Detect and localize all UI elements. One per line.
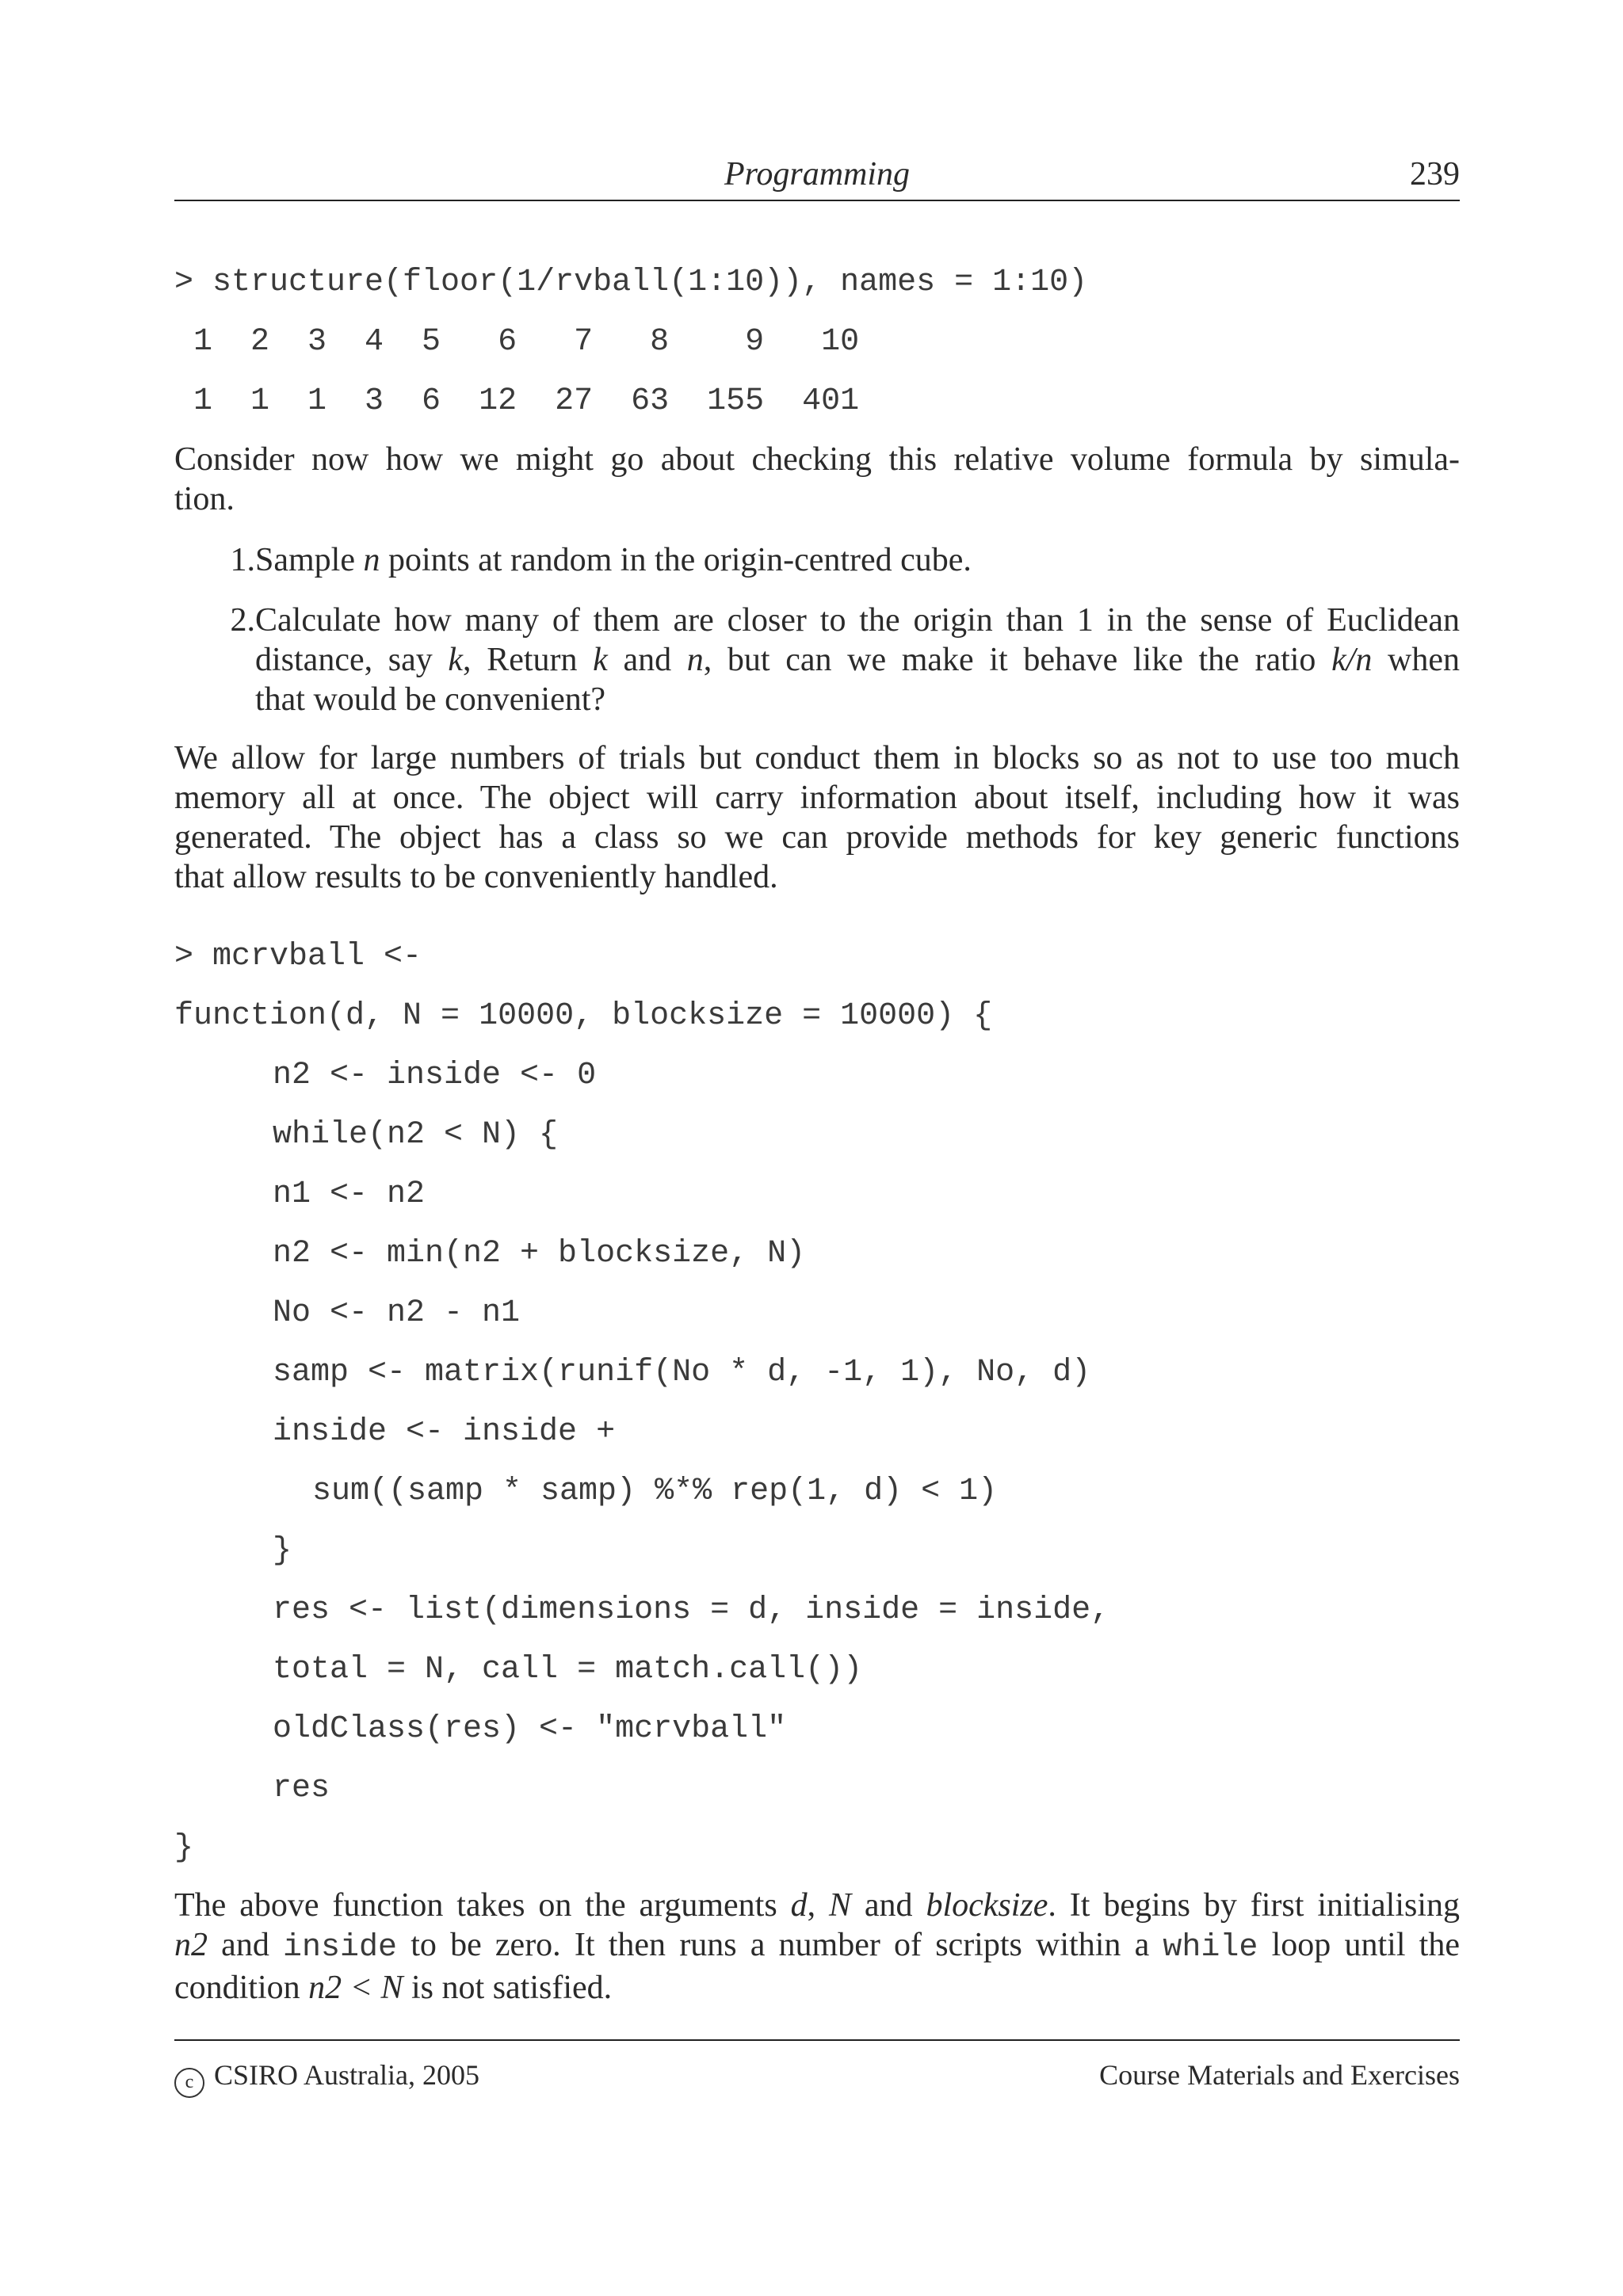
paragraph-line: memory all at once. The object will carry information about itself, including how it was bbox=[174, 780, 1460, 816]
list-number: 1. bbox=[230, 542, 255, 578]
code-line: n2 <- min(n2 + blocksize, N) bbox=[273, 1236, 806, 1272]
text: distance, say bbox=[255, 642, 449, 678]
code-line: sum((samp * samp) %*% rep(1, d) < 1) bbox=[312, 1474, 998, 1509]
text: , bbox=[807, 1887, 829, 1924]
paragraph-line: generated. The object has a class so we can provide methods for key generic functions bbox=[174, 819, 1460, 856]
code-line: inside <- inside + bbox=[273, 1414, 616, 1450]
footer-left-text: CSIRO Australia, 2005 bbox=[214, 2059, 480, 2091]
list-item bbox=[174, 540, 1460, 580]
paragraph-blocks bbox=[174, 738, 1460, 897]
code-line: oldClass(res) <- "mcrvball" bbox=[273, 1711, 787, 1747]
code-line: n2 <- inside <- 0 bbox=[273, 1058, 597, 1093]
text: . It begins by first initialising bbox=[1048, 1887, 1460, 1924]
code-line: No <- n2 - n1 bbox=[273, 1295, 521, 1331]
paragraph-line bbox=[174, 1968, 1460, 2008]
text: condition bbox=[174, 1970, 309, 2006]
inline-code: inside bbox=[283, 1930, 398, 1966]
math-var: n bbox=[363, 542, 380, 578]
code-line: samp <- matrix(runif(No * d, -1, 1), No, d) bbox=[273, 1355, 1091, 1390]
text: when bbox=[1372, 642, 1461, 678]
code-line: } bbox=[273, 1533, 292, 1569]
text: and bbox=[851, 1887, 926, 1924]
text: loop until the bbox=[1258, 1927, 1460, 1963]
code-line: n1 <- n2 bbox=[273, 1177, 426, 1212]
math-var: d bbox=[790, 1887, 808, 1924]
math-var: N bbox=[829, 1887, 852, 1924]
text: is not satisfied. bbox=[403, 1970, 613, 2006]
code-line: while(n2 < N) { bbox=[273, 1117, 559, 1153]
text: and bbox=[607, 642, 687, 678]
text: Sample bbox=[255, 542, 364, 578]
text-line bbox=[255, 640, 1460, 680]
paragraph-simulation-intro bbox=[174, 440, 1460, 519]
footer-right-text: Course Materials and Exercises bbox=[1099, 2059, 1460, 2091]
page-number: 239 bbox=[1410, 156, 1460, 193]
output-values-row: 1 1 1 3 6 12 27 63 155 401 bbox=[174, 383, 860, 419]
math-var: k bbox=[593, 642, 608, 678]
math-var: k/n bbox=[1331, 642, 1373, 678]
text: , Return bbox=[463, 642, 594, 678]
text: points at random in the origin-centred cube. bbox=[380, 542, 972, 578]
text: The above function takes on the arguments bbox=[174, 1887, 791, 1924]
code-line: res bbox=[273, 1771, 330, 1806]
math-var: n2 bbox=[174, 1927, 208, 1963]
list-number: 2. bbox=[230, 602, 255, 639]
math-expression: n2 < N bbox=[308, 1970, 403, 2006]
inline-code: while bbox=[1163, 1930, 1258, 1966]
list-text bbox=[255, 601, 1460, 719]
paragraph-line bbox=[174, 1925, 1460, 1968]
chapter-title: Programming bbox=[724, 156, 911, 193]
code-line: > mcrvball <- bbox=[174, 939, 422, 974]
code-line: function(d, N = 10000, blocksize = 10000) { bbox=[174, 998, 993, 1034]
text: , but can we make it behave like the ratio bbox=[703, 642, 1332, 678]
math-var: k bbox=[448, 642, 464, 678]
page-footer bbox=[174, 2039, 1460, 2092]
list-item bbox=[174, 601, 1460, 719]
document-page bbox=[174, 0, 1460, 2296]
paragraph-function-description bbox=[174, 1886, 1460, 2008]
code-line-structure: > structure(floor(1/rvball(1:10)), names = 1:10) bbox=[174, 265, 1088, 300]
output-names-row: 1 2 3 4 5 6 7 8 9 10 bbox=[174, 324, 860, 360]
code-line: total = N, call = match.call()) bbox=[273, 1652, 863, 1688]
running-header bbox=[174, 155, 1460, 201]
code-line: res <- list(dimensions = d, inside = inside, bbox=[273, 1592, 1110, 1628]
paragraph-line: Consider now how we might go about checking this relative volume formula by simula- bbox=[174, 441, 1460, 478]
copyright-icon: c bbox=[174, 2068, 204, 2098]
math-var: n bbox=[686, 642, 704, 678]
paragraph-line bbox=[174, 1886, 1460, 1925]
text: to be zero. It then runs a number of scripts within a bbox=[397, 1927, 1163, 1963]
list-text bbox=[255, 540, 1460, 580]
text: and bbox=[208, 1927, 284, 1963]
code-line: } bbox=[174, 1830, 194, 1866]
text: that would be convenient? bbox=[255, 681, 606, 718]
paragraph-line: that allow results to be conveniently handled. bbox=[174, 859, 778, 895]
text: Calculate how many of them are closer to the origin than 1 in the sense of Euclidean bbox=[255, 602, 1460, 639]
math-var: blocksize bbox=[926, 1887, 1048, 1924]
paragraph-line: tion. bbox=[174, 481, 235, 517]
footer-copyright bbox=[174, 2058, 479, 2098]
paragraph-line: We allow for large numbers of trials but conduct them in blocks so as not to use too much bbox=[174, 740, 1460, 776]
